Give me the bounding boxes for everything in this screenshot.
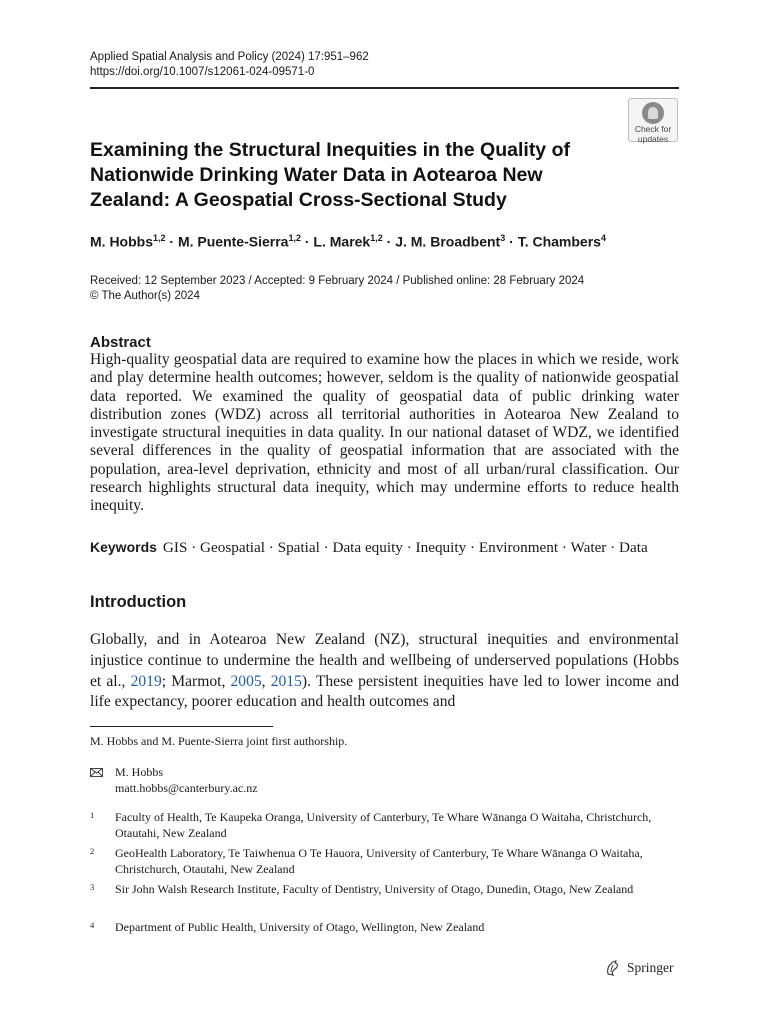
history-dates: Received: 12 September 2023 / Accepted: 9 February 2024 / Published online: 28 February 2024 (90, 275, 585, 287)
publisher-name: Springer (627, 960, 674, 975)
author-separator: · (386, 233, 392, 250)
keywords (90, 539, 648, 557)
doi-link[interactable]: https://doi.org/10.1007/s12061-024-09571-0 (90, 66, 315, 78)
joint-authorship-note: M. Hobbs and M. Puente-Sierra joint first authorship. (90, 734, 348, 748)
author-affil-ref: 1,2 (370, 233, 383, 243)
abstract-heading: Abstract (90, 334, 151, 351)
email-link[interactable]: matt.hobbs@canterbury.ac.nz (115, 780, 258, 795)
author-name[interactable]: L. Marek (313, 233, 371, 250)
corresponding-author: M. Hobbs (115, 765, 164, 779)
introduction-heading: Introduction (90, 593, 187, 611)
footnote-rule (90, 726, 273, 727)
check-badge-line1: Check for (634, 124, 672, 134)
affiliation-item (90, 882, 679, 898)
affiliation-item (90, 920, 679, 936)
author-separator: · (169, 233, 175, 250)
citation-link[interactable]: 2019 (130, 672, 162, 690)
author-name[interactable]: M. Hobbs (90, 233, 153, 250)
author-separator: · (509, 233, 514, 250)
author-affil-ref: 4 (600, 233, 606, 243)
keywords-list: GIS · Geospatial · Spatial · Data equity · Inequity · Environment · Water · Data (162, 539, 648, 556)
intro-text-part: Globally, and in Aotearoa New Zealand (NZ), structural inequities and environmental injustice continue to undermine the health and wellbeing of underserved populations (Hobbs et al., (90, 631, 679, 690)
author-separator: · (304, 233, 310, 250)
article-title: Examining the Structural Inequities in the Quality of Nationwide Drinking Water Data in Aotearoa New Zealand: A Geospatial Cross-Sectional Study (90, 139, 570, 211)
intro-text-part: ; Marmot, (161, 672, 231, 690)
affiliation-item (90, 846, 679, 877)
author-affil-ref: 3 (500, 233, 506, 243)
abstract-text: High-quality geospatial data are required to examine how the places in which we reside, work and play determine health outcomes; however, seldom is the quality of nationwide geospatial data reported. We examined the quality of geospatial data of public drinking water distribution zones (WDZ) across all territorial authorities in Aotearoa New Zealand to investigate structural inequities in data quality. In our national dataset of WDZ, we identified several differences in the quality of geospatial information that are associated with the population, area-level deprivation, ethnicity and most of all urban/rural classification. Our research highlights structural data inequity, which may undermine efforts to reduce health inequity. (90, 351, 679, 515)
affiliation-text: GeoHealth Laboratory, Te Taiwhenua O Te Hauora, University of Canterbury, Te Whare Wānanga O Waitaha, Christchurch, Otautahi, New Zealand (115, 846, 643, 876)
bookmark-icon (642, 102, 664, 124)
springer-horse-icon (604, 959, 622, 977)
author-list (90, 233, 606, 250)
affiliation-text: Sir John Walsh Research Institute, Faculty of Dentistry, University of Otago, Dunedin, Otago, New Zealand (115, 882, 634, 896)
affiliation-text: Faculty of Health, Te Kaupeka Oranga, University of Canterbury, Te Whare Wānanga O Waitaha, Christchurch, Otautahi, New Zealand (115, 810, 652, 840)
author-name[interactable]: T. Chambers (517, 233, 601, 250)
author-name[interactable]: J. M. Broadbent (395, 233, 501, 250)
affiliation-number: 1 (90, 810, 95, 820)
affiliation-number: 2 (90, 846, 95, 856)
journal-citation: Applied Spatial Analysis and Policy (2024) 17:951–962 (90, 51, 369, 63)
envelope-icon (90, 768, 103, 777)
check-badge-line2: updates (637, 133, 669, 144)
publication-dates (90, 274, 584, 304)
affiliation-number: 4 (90, 920, 95, 930)
intro-text-part: , (261, 672, 271, 690)
header-rule (90, 87, 679, 89)
keywords-label: Keywords (90, 539, 157, 555)
author-affil-ref: 1,2 (288, 233, 301, 243)
citation-link[interactable]: 2015 (270, 672, 302, 690)
author-affil-ref: 1,2 (153, 233, 166, 243)
affiliation-text: Department of Public Health, University of Otago, Wellington, New Zealand (115, 920, 485, 934)
check-for-updates-badge[interactable] (628, 98, 678, 142)
citation-link[interactable]: 2005 (230, 672, 262, 690)
journal-header (90, 50, 369, 80)
correspondence (90, 765, 258, 796)
affiliation-number: 3 (90, 882, 95, 892)
intro-text-part: ). These persistent inequities have led to lower income and life expectancy, poorer education and health outcomes and (90, 672, 679, 711)
affiliation-item (90, 810, 679, 841)
introduction-text (90, 630, 679, 713)
copyright-notice: © The Author(s) 2024 (90, 290, 200, 302)
author-name[interactable]: M. Puente-Sierra (177, 233, 289, 250)
